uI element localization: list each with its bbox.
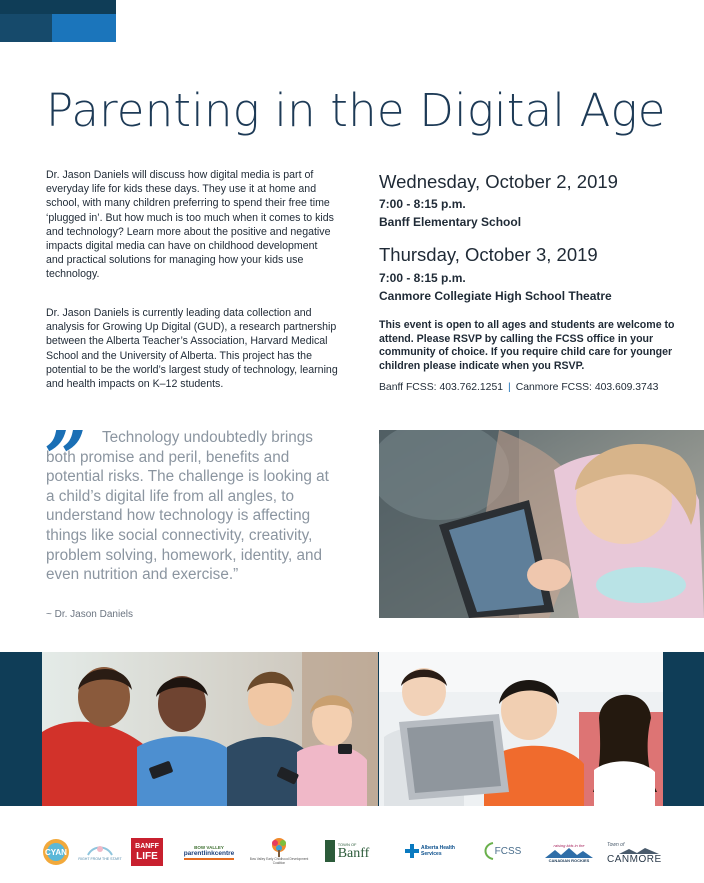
logo-canmore-text: CANMORE (607, 853, 662, 865)
logo-alberta-health-services (401, 838, 459, 864)
logo-rockies-top: raising kids in the (553, 843, 585, 848)
logo-parent-link-top: BOW VALLEY (194, 844, 224, 850)
logo-fcss-text: FCSS (494, 845, 522, 857)
event-time-1: 7:00 - 8:15 p.m. (379, 197, 466, 211)
logo-ahs-line1: Alberta Health (421, 845, 455, 851)
header-bar-top (52, 0, 116, 14)
quote-attribution: ~ Dr. Jason Daniels (46, 609, 133, 620)
logo-early-childhood-text: Bow Valley Early Childhood Development Coalition (249, 857, 309, 865)
logo-banff-life (131, 838, 163, 866)
photo-kids-with-laptop (379, 652, 663, 806)
logo-banff-life-line1: BANFF (135, 842, 159, 850)
logo-early-childhood-coalition (248, 834, 310, 868)
banff-fcss-phone[interactable]: Banff FCSS: 403.762.1251 (379, 382, 504, 393)
ahs-cross-icon (405, 844, 419, 858)
rsvp-text: This event is open to all ages and students are welcome to attend. Please RSVP by calling the FCSS office in your community of choice. If you require child care for younger children please indicate when you RSVP. (379, 319, 675, 372)
event-venue-1: Banff Elementary School (379, 215, 522, 229)
logo-cyan-text: CYAN (45, 848, 67, 857)
header-bar-mid (0, 14, 52, 42)
logo-cyan (42, 838, 70, 866)
logo-parent-link-text: parentlinkcentre (183, 849, 235, 857)
contact-numbers (379, 382, 658, 393)
logo-ahs-line2: Services (421, 851, 442, 857)
logo-canmore-top: Town of (607, 841, 625, 848)
event-date-2: Thursday, October 3, 2019 (379, 244, 598, 265)
logo-right-from-the-start-text: RIGHT FROM THE START (78, 857, 122, 861)
logo-rockies-text: CANADIAN ROCKIES (548, 858, 590, 863)
logo-raising-kids-canadian-rockies (543, 838, 595, 868)
intro-paragraph-1: Dr. Jason Daniels will discuss how digital media is part of everyday life for kids these days. They use it at home and school, with many children preferring to spend their free time ‘plugged in’. But how much is too much when it comes to kids and technology? Learn more about the positive and negative impacts digital media can have on childhood development and practical solutions for managing how your kids use technology. (46, 169, 334, 281)
logo-right-from-the-start (78, 838, 122, 866)
logo-town-of-banff (321, 838, 373, 864)
page-title: Parenting in the Digital Age (46, 84, 666, 137)
intro-paragraph-2: Dr. Jason Daniels is currently leading data collection and analysis for Growing Up Digital (GUD), a research partnership between the Alberta Teacher’s Association, Harvard Medical School and the University of Alberta. This project has the potential to be the world’s largest study of technology, learning and health impacts on K–12 students. (46, 307, 338, 391)
logo-parent-link-centre (181, 838, 237, 866)
event-time-2: 7:00 - 8:15 p.m. (379, 271, 466, 285)
quote-text: Technology undoubtedly brings both promise and peril, benefits and potential risks. The challenge is looking at a child’s digital life from all angles, to understand how technology is affecting things like social connectivity, creativity, problem solving, homework, identity, and even nutrition and exercise.” (46, 429, 329, 584)
logo-banff-life-line2: LIFE (136, 850, 158, 862)
contact-separator: | (508, 382, 511, 393)
canmore-fcss-phone[interactable]: Canmore FCSS: 403.609.3743 (515, 382, 659, 393)
event-date-1: Wednesday, October 2, 2019 (379, 171, 618, 192)
event-venue-2: Canmore Collegiate High School Theatre (379, 289, 612, 303)
logo-town-of-banff-text: Banff (337, 845, 370, 861)
footer-photo-band (0, 652, 704, 806)
photo-child-with-tablet (379, 430, 704, 618)
logo-town-of-banff-top: TOWN OF (337, 841, 357, 847)
logo-fcss (474, 838, 528, 864)
logo-town-of-canmore (607, 838, 663, 868)
photo-kids-with-phones (42, 652, 378, 806)
quote-mark-icon: ” (44, 416, 87, 502)
header-bar-blue (52, 14, 116, 42)
